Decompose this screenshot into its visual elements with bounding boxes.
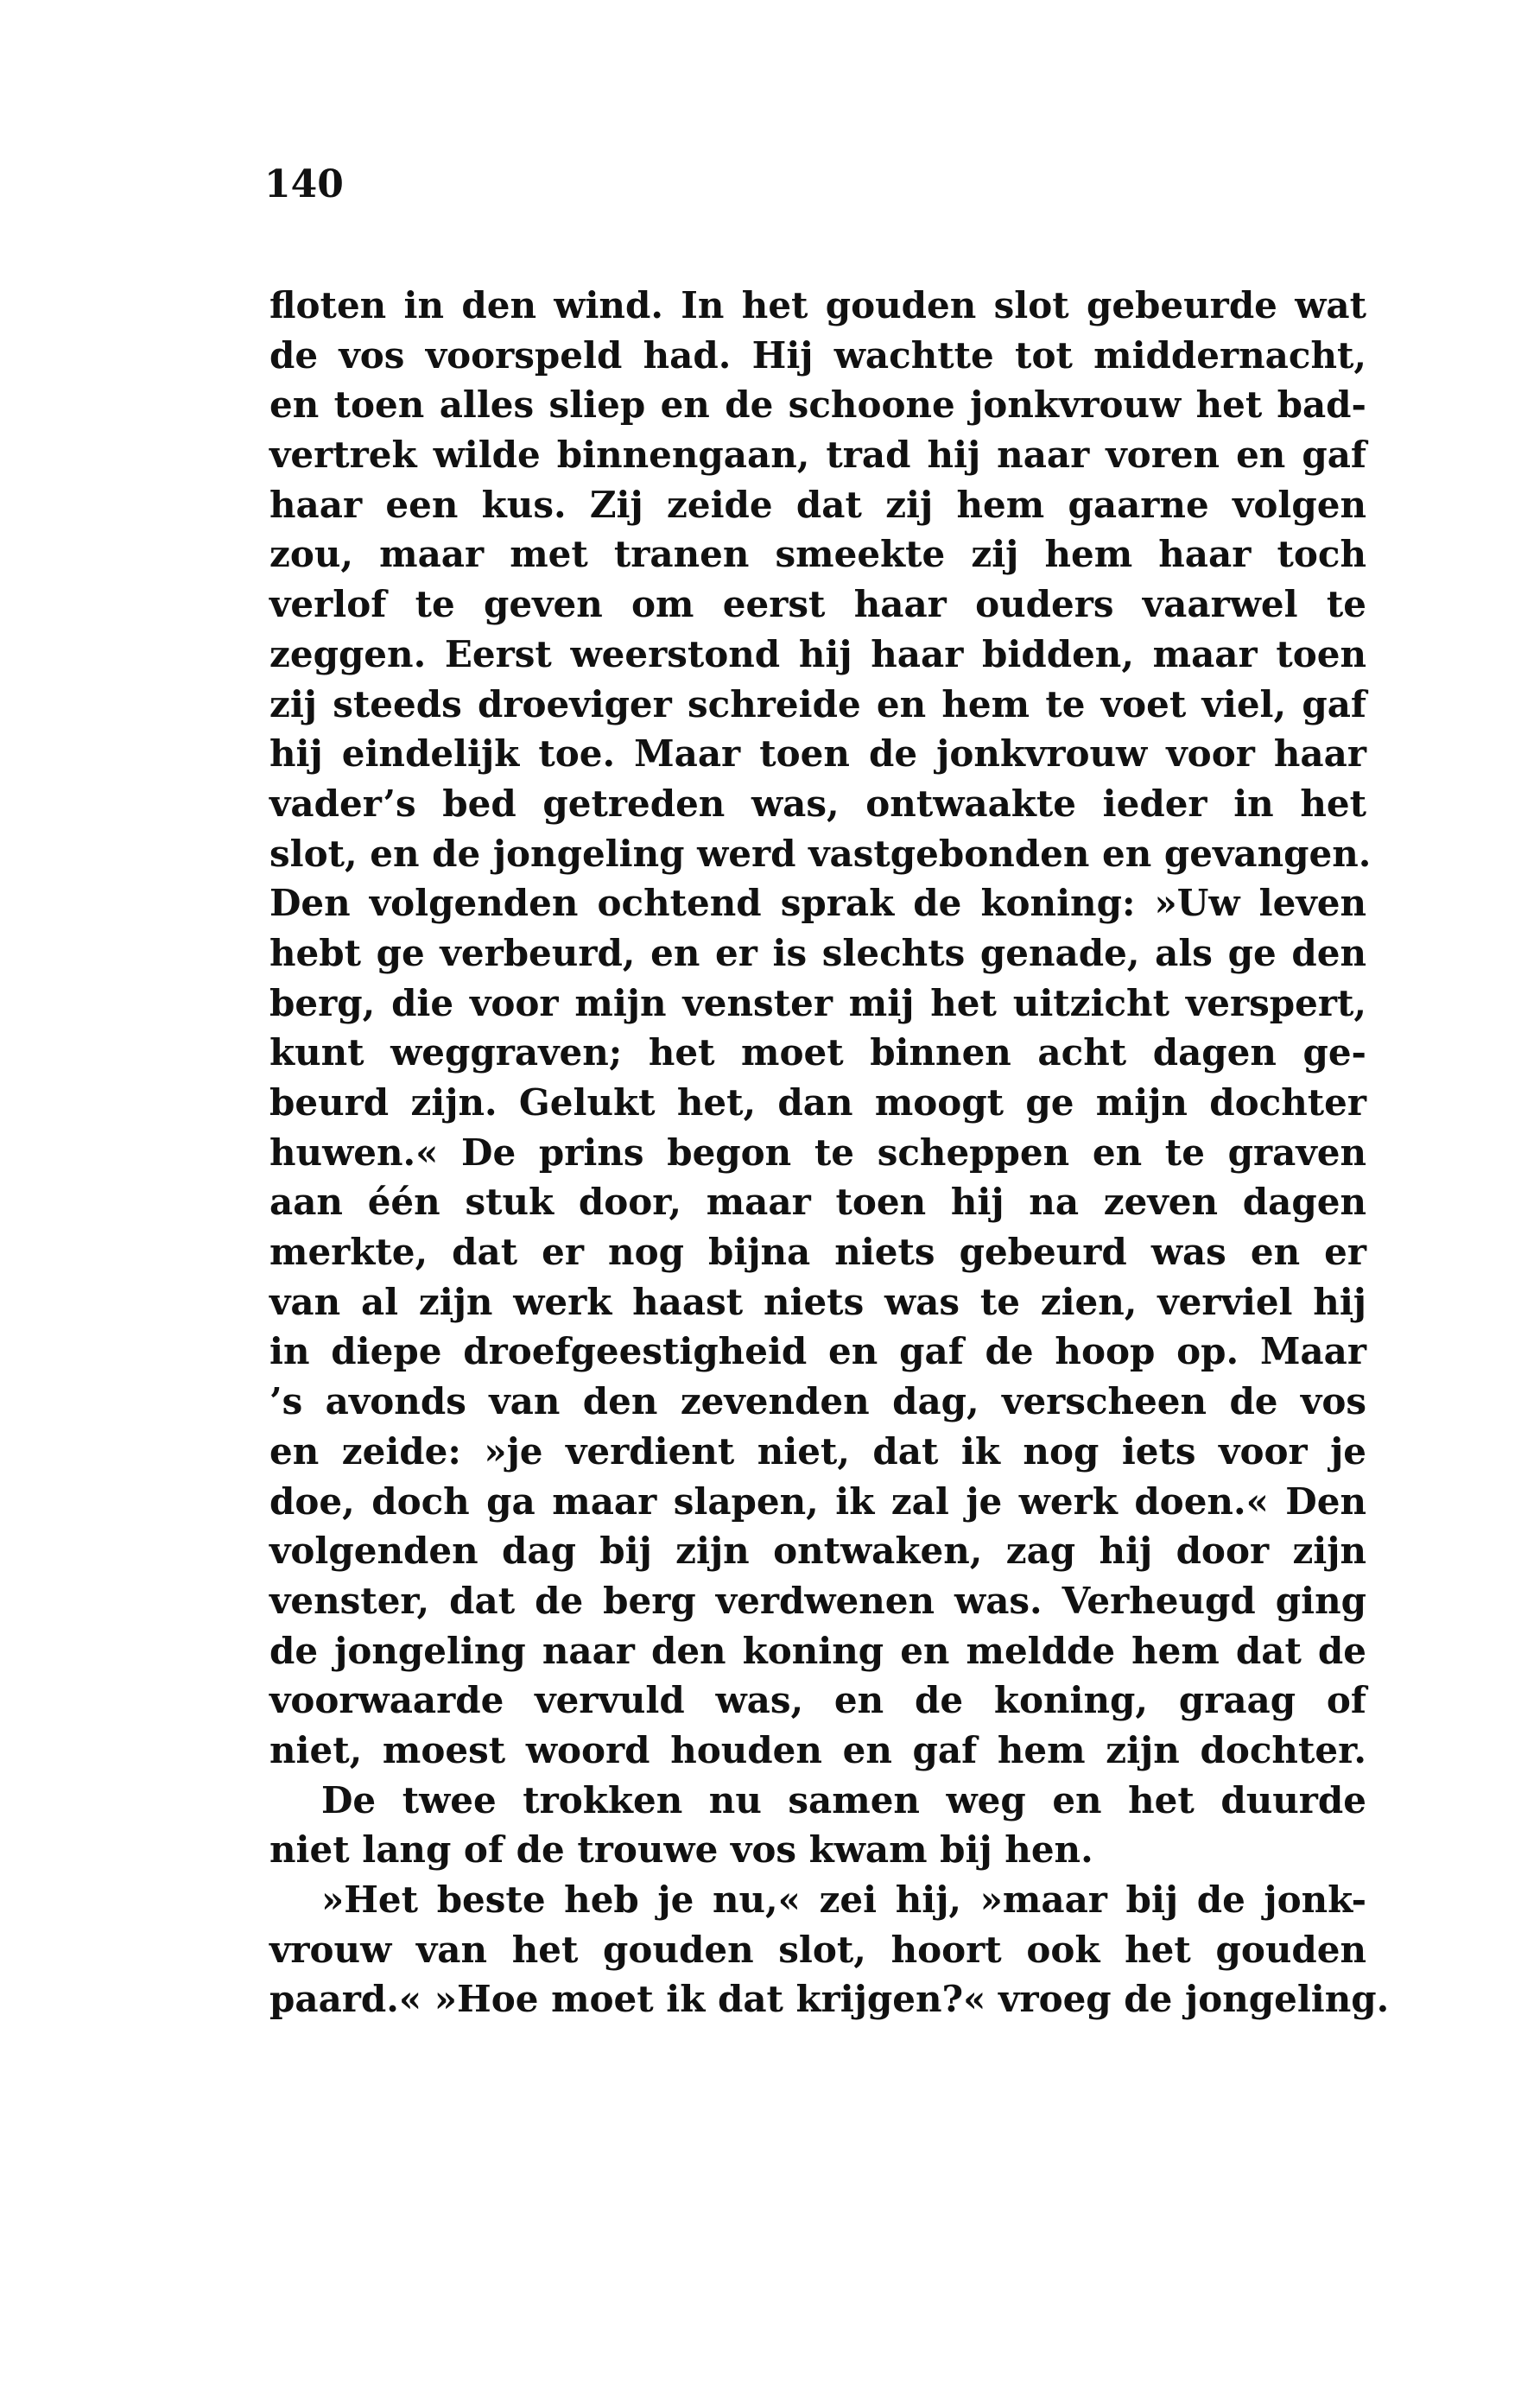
text-line: de jongeling naar den koning en meldde hem dat de [269, 1629, 1366, 1672]
text-line: zou, maar met tranen smeekte zij hem haar toch [269, 533, 1366, 576]
text-line: ’s avonds van den zevenden dag, verscheen de vos [269, 1380, 1366, 1423]
text-line: paard.« »Hoe moet ik dat krijgen?« vroeg de jongeling. [269, 1978, 1390, 2021]
text-line: van al zijn werk haast niets was te zien, verviel hij [269, 1280, 1366, 1323]
text-line: »Het beste heb je nu,« zei hij, »maar bij de jonk- [321, 1878, 1366, 1921]
text-line: in diepe droefgeestigheid en gaf de hoop op. Maar [269, 1330, 1366, 1373]
text-line: zeggen. Eerst weerstond hij haar bidden, maar toen [269, 632, 1366, 675]
text-line: verlof te geven om eerst haar ouders vaarwel te [269, 583, 1366, 626]
text-line: hebt ge verbeurd, en er is slechts genade, als ge den [269, 931, 1366, 974]
text-line: en zeide: »je verdient niet, dat ik nog iets voor je [269, 1429, 1366, 1473]
page-number: 140 [264, 162, 344, 206]
body-text [269, 281, 1390, 2024]
text-line: Den volgenden ochtend sprak de koning: »Uw leven [269, 882, 1366, 925]
text-line: zij steeds droeviger schreide en hem te voet viel, gaf [269, 682, 1366, 725]
text-line: aan één stuk door, maar toen hij na zeven dagen [269, 1181, 1366, 1224]
text-line: slot, en de jongeling werd vastgebonden en gevangen. [269, 832, 1372, 875]
text-line: De twee trokken nu samen weg en het duurde [321, 1778, 1366, 1821]
text-line: vrouw van het gouden slot, hoort ook het gouden [269, 1928, 1366, 1971]
text-line: hij eindelijk toe. Maar toen de jonkvrouw voor haar [269, 732, 1366, 776]
text-line: floten in den wind. In het gouden slot gebeurde wat [269, 284, 1366, 326]
text-line: huwen.« De prins begon te scheppen en te graven [269, 1131, 1366, 1174]
text-line: berg, die voor mijn venster mij het uitzicht verspert, [269, 981, 1366, 1024]
text-line: doe, doch ga maar slapen, ik zal je werk doen.« Den [269, 1479, 1366, 1523]
text-line: volgenden dag bij zijn ontwaken, zag hij door zijn [269, 1530, 1366, 1573]
text-line: en toen alles sliep en de schoone jonkvrouw het bad- [269, 383, 1366, 427]
text-line: de vos voorspeld had. Hij wachtte tot middernacht, [269, 333, 1366, 377]
text-line: voorwaarde vervuld was, en de koning, graag of [269, 1679, 1366, 1722]
text-line: niet, moest woord houden en gaf hem zijn dochter. [269, 1728, 1366, 1771]
text-line: niet lang of de trouwe vos kwam bij hen. [269, 1828, 1093, 1872]
text-line: haar een kus. Zij zeide dat zij hem gaarne volgen [269, 483, 1366, 526]
text-line: kunt weggraven; het moet binnen acht dagen ge- [269, 1031, 1366, 1074]
text-line: vader’s bed getreden was, ontwaakte ieder in het [269, 782, 1366, 825]
text-line: beurd zijn. Gelukt het, dan moogt ge mijn dochter [269, 1081, 1366, 1124]
text-line: venster, dat de berg verdwenen was. Verheugd ging [269, 1579, 1366, 1622]
text-line: merkte, dat er nog bijna niets gebeurd was en er [269, 1231, 1366, 1274]
text-line: vertrek wilde binnengaan, trad hij naar voren en gaf [269, 434, 1366, 477]
